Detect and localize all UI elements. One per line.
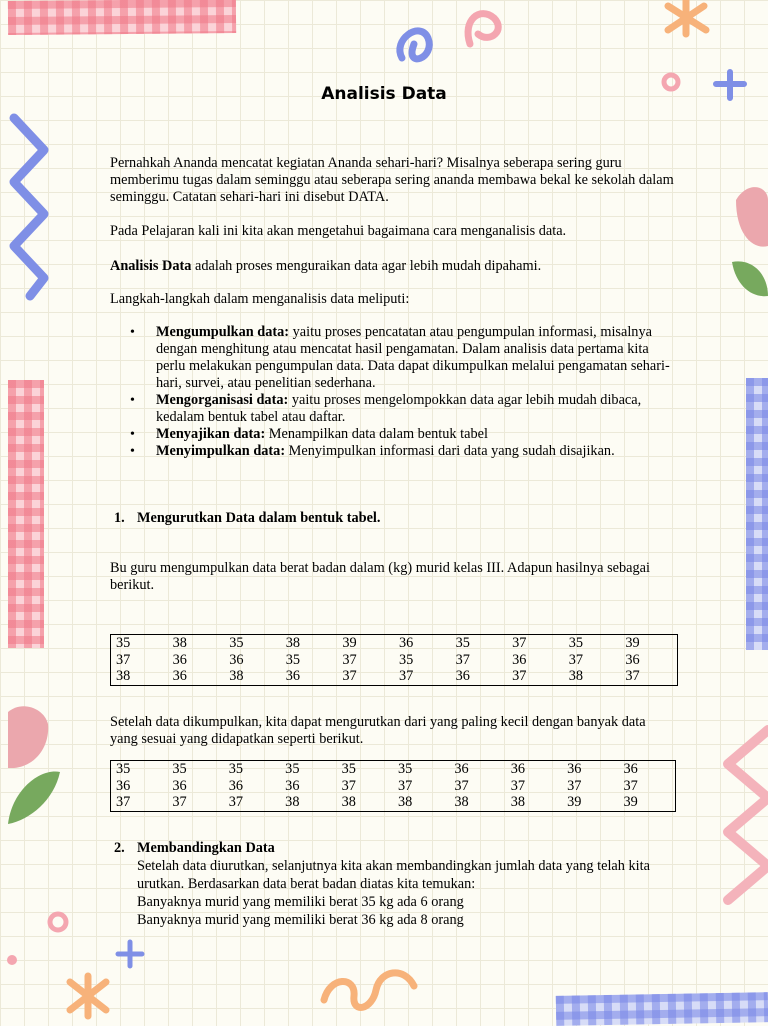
list-item: • Mengorganisasi data: yaitu proses mengelompokkan data agar lebih mudah dibaca, kedalam bentuk tabel atau daftar. <box>130 392 642 425</box>
section2-line: Banyaknya murid yang memiliki berat 36 kg ada 8 orang <box>137 912 464 928</box>
steps-intro: Langkah-langkah dalam menganalisis data meliputi: <box>110 291 410 307</box>
sorted-description: Setelah data dikumpulkan, kita dapat mengurutkan dari yang paling kecil dengan banyak data yang sesuai yang didapatkan seperti berikut. <box>110 714 646 747</box>
section2-heading: 2. Membandingkan Data <box>114 840 275 856</box>
table-row: 37 37 37 38 38 38 38 38 39 39 <box>116 794 638 810</box>
bullet-icon: • <box>130 325 135 340</box>
green-leaf-left-icon <box>8 772 60 824</box>
green-leaf-icon <box>732 261 768 296</box>
list-item: • Mengumpulkan data: yaitu proses pencatatan atau pengumpulan informasi, misalnya dengan menghitung atau mencatat hasil pengamatan. Dalam analisis data pertama kita perlu melakukan pengumpulan data. Data dapat dikumpulkan melalui pengamatan sehari-hari, survei, atau penelitian sederhana. <box>130 324 670 391</box>
steps-list <box>110 324 675 460</box>
page-title: Analisis Data <box>321 84 447 104</box>
pink-corner-dot-icon <box>7 955 17 965</box>
pink-flower-left-icon <box>8 706 48 768</box>
table-row: 35 38 35 38 39 36 35 37 35 39 <box>116 635 640 651</box>
definition-text: adalah proses menguraikan data agar lebih mudah dipahami. <box>191 258 542 274</box>
blue-plus-bottom-icon <box>118 942 142 966</box>
pink-zigzag-right-icon <box>728 730 768 900</box>
section2 <box>114 839 674 929</box>
table-row: 37 36 36 35 37 35 37 36 37 36 <box>116 651 640 668</box>
sorted-data-table <box>110 760 676 812</box>
orange-curl-icon <box>324 973 414 1008</box>
bullet-icon: • <box>130 427 135 442</box>
definition-paragraph <box>110 258 675 275</box>
definition-term: Analisis Data <box>110 258 192 274</box>
orange-star-icon <box>668 0 706 34</box>
section1-description: Bu guru mengumpulkan data berat badan dalam (kg) murid kelas III. Adapun hasilnya sebagai berikut. <box>110 560 650 593</box>
list-item: • Menyimpulkan data: Menyimpulkan informasi dari data yang sudah disajikan. <box>130 443 615 459</box>
orange-star-bottom-icon <box>70 976 106 1016</box>
section1-heading: 1. Mengurutkan Data dalam bentuk tabel. <box>114 510 381 526</box>
pink-tulip-icon <box>736 187 768 247</box>
table-row: 36 36 36 36 37 37 37 37 37 37 <box>116 777 638 794</box>
pink-dot-icon <box>50 914 66 930</box>
bullet-icon: • <box>130 444 135 459</box>
lesson-paragraph: Pada Pelajaran kali ini kita akan mengetahui bagaimana cara menganalisis data. <box>110 223 567 239</box>
section2-line: Banyaknya murid yang memiliki berat 35 kg ada 6 orang <box>137 894 464 910</box>
intro-paragraph: Pernahkah Ananda mencatat kegiatan Ananda sehari-hari? Misalnya seberapa sering guru memberimu tugas dalam seminggu atau seberapa sering ananda membawa bekal ke sekolah dalam seminggu. Catatan sehari-hari ini disebut DATA. <box>110 155 674 205</box>
pink-swirl-icon <box>468 14 498 44</box>
table-row: 35 35 35 35 35 35 36 36 36 36 <box>116 761 638 777</box>
bullet-icon: • <box>130 393 135 408</box>
list-item: • Menyajikan data: Menampilkan data dalam bentuk tabel <box>130 426 488 442</box>
table-row: 38 36 38 36 37 37 36 37 38 37 <box>116 668 640 684</box>
raw-data-table <box>110 634 678 686</box>
section2-line: Setelah data diurutkan, selanjutnya kita akan membandingkan jumlah data yang telah kita urutkan. Berdasarkan data berat badan diatas kita temukan: <box>137 858 650 892</box>
blue-zigzag-icon <box>14 118 44 296</box>
blue-loop-icon <box>400 31 429 59</box>
